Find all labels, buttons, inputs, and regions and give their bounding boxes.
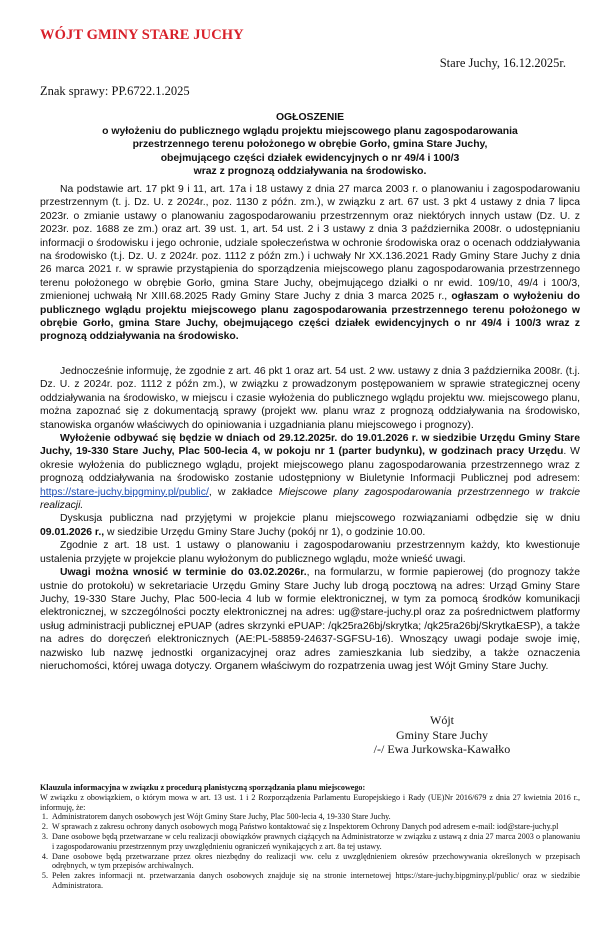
clause-item: 3. Dane osobowe będą przetwarzane w celu realizacji obowiązków prawnych ciążących na Administratorze w związku z ustawą z dnia 27 marca 2003 o planowaniu i zagospodarowaniu przestrzennym przy uwzględnieniu ograniczeń wynikających z art. 8a tej ustawy. <box>50 832 580 852</box>
case-reference: Znak sprawy: PP.6722.1.2025 <box>40 84 190 98</box>
title-heading: OGŁOSZENIE <box>275 112 345 123</box>
signature-title: Wójt <box>430 713 454 727</box>
paragraph-environment-info: Jednocześnie informuję, że zgodnie z art. 46 pkt 1 oraz art. 54 ust. 2 ww. ustawy z dnia 3 października 2008r. (t.j. Dz. U. z 2024r. poz. 1112 z późn zm.), w związku z prowadzonym postępowaniem w sprawie strategicznej oceny oddziaływania na środowisko, w miejscu i czasie wyłożenia do publicznego wglądu projektu ww. miejscowego planu, można zapoznać się z dokumentacją sprawy (projekt ww. planu wraz z prognozą oddziaływania na środowisko, stanowiska organów właściwych do opiniowania i uzgadniania planu miejscowego i prognozy). <box>40 366 580 431</box>
gdpr-clause <box>40 783 580 891</box>
title-line: o wyłożeniu do publicznego wglądu projektu miejscowego planu zagospodarowania <box>102 125 518 137</box>
discussion-location: w siedzibie Urzędu Gminy Stare Juchy (pokój nr 1), o godzinie 10.00. <box>104 526 426 538</box>
bip-link[interactable]: https://stare-juchy.bipgminy.pl/public/ <box>40 486 209 498</box>
announcement-title <box>40 111 580 179</box>
comments-instructions: , na formularzu, w formie papierowej (do prognozy także ustnie do protokołu) w sekretariacie Urzędu Gminy Stare Juchy lub drogą pocztową na adres: Urząd Gminy Stare Juchy, 19-330 Stare Juchy, Plac 500-lecia 4 lub w formie elektronicznej, w tym za pomocą środków komunikacji elektronicznej, w szczególności poczty elektronicznej na adres: ug@stare-juchy.pl oraz za pośrednictwem platformy usług administracji publicznej ePUAP (adres skrzynki ePUAP: /qk25ra26bj/skrytka; /qk25ra26bj/SkrytkaESP), a także na adres do doręczeń elektronicznych (AE:PL-58859-24637-SGFSU-16). Wnoszący uwagi podaje swoje imię, nazwisko lub nazwę jednostki organizacyjnej oraz adres zamieszkania lub siedziby, a także oznaczenia nieruchomości, której uwaga dotyczy. Organem właściwym do rozpatrzenia uwag jest Wójt Gminy Stare Juchy. <box>40 567 581 672</box>
comments-deadline: Uwagi można wnosić w terminie do 03.02.2026r. <box>60 567 307 579</box>
clause-item: 2. W sprawach z zakresu ochrony danych osobowych mogą Państwo kontaktować się z Inspektorem Ochrony Danych pod adresem e-mail: iod@stare-juchy.pl <box>50 822 580 832</box>
announcement-statement: ogłaszam o wyłożeniu do publicznego wglądu projektu miejscowego planu zagospodarowania przestrzennego terenu położonego w obrębie Gorło, gmina Stare Juchy, obejmującego części działek ewidencyjnych o nr 49/4 i 100/3 wraz z prognozą oddziaływania na środowisko. <box>40 291 580 343</box>
paragraph-exhibition <box>40 432 580 512</box>
paragraph-public-discussion <box>40 512 580 539</box>
paragraph-comments-deadline <box>40 566 580 673</box>
discussion-text: Dyskusja publiczna nad przyjętymi w projekcie planu miejscowego rozwiązaniami odbędzie się w dniu <box>60 513 580 525</box>
title-line: wraz z prognozą oddziaływania na środowisko. <box>193 166 427 178</box>
signature-office: Gminy Stare Juchy <box>396 727 488 742</box>
signature-name: /-/ Ewa Jurkowska-Kawałko <box>373 742 511 756</box>
paragraph-legal-basis <box>40 183 580 344</box>
organization-header: WÓJT GMINY STARE JUCHY <box>40 27 244 43</box>
exhibition-text-tab: , w zakładce <box>208 486 279 498</box>
clause-intro: W związku z obowiązkiem, o którym mowa w art. 13 ust. 1 i 2 Rozporządzenia Parlamentu Europejskiego i Rady (UE)Nr 2016/679 z dnia 27 kwietnia 2016 r., informuję, że: <box>40 792 580 812</box>
exhibition-dates: Wyłożenie odbywać się będzie w dniach od 29.12.2025r. do 19.01.2026 r. w siedzibie Urzędu Gminy Stare Juchy, 19-330 Stare Juchy, Plac 500-lecia 4, w pokoju nr 1 (parter budynku), w godzinach pracy Urzędu <box>40 433 580 458</box>
clause-item: 4. Dane osobowe będą przetwarzane przez okres niezbędny do realizacji ww. celu z uwzględnieniem okresów przechowywania określonych w przepisach odrębnych, w tym przepisów archiwalnych. <box>50 852 580 872</box>
clause-list <box>40 812 580 890</box>
exhibition-text: . W okresie wyłożenia do publicznego wglądu, projekt miejscowego planu zagospodarowania przestrzennego wraz z prognozą oddziaływania na środowisko zostanie udostępniony w Biuletynie Informacji Publicznej pod adresem: <box>40 446 580 485</box>
legal-basis-text: Na podstawie art. 17 pkt 9 i 11, art. 17a i 18 ustawy z dnia 27 marca 2003 r. o planowaniu i zagospodarowaniu przestrzennym (t. j. Dz. U. z 2024r., poz. 1130 z późn. zm.), w związku z art. 67 ust. 3 pkt 4 ustawy z dnia 7 lipca 2023r. o zmianie ustawy o planowaniu zagospodarowaniu przestrzennym oraz niektórych innych ustaw (Dz. U. z 2023r. poz. 1688 ze zm.) oraz art. 39 ust. 1, art. 54 ust. 2 i 3 ustawy z dnia 3 października 2008r. o udostępnianiu informacji o środowisku i jego ochronie, udziale społeczeństwa w ochronie środowiska oraz o ocenach oddziaływania na środowisko (t.j. Dz. U. z 2024r. poz. 1112 z późn zm.) i uchwały Nr XX.136.2021 Rady Gminy Stare Juchy z dnia 26 marca 2021 r. w sprawie przystąpienia do sporządzenia miejscowego planu zagospodarowania przestrzennego terenu położonego w obrębie Gorło, gmina Stare Juchy, obejmującego działki o nr ewid. 109/10, 49/4 i 100/3, zmienionej uchwałą Nr XIII.68.2025 Rady Gminy Stare Juchy z dnia 3 marca 2025 r., <box>40 184 580 303</box>
clause-item: 5. Pełen zakres informacji nt. przetwarzania danych osobowych znajduje się na stronie internetowej https://stare-juchy.bipgminy.pl/public/ oraz w siedzibie Administratora. <box>50 871 580 891</box>
title-line: przestrzennego terenu położonego w obrębie Gorło, gmina Stare Juchy, <box>132 139 488 151</box>
clause-item: 1. Administratorem danych osobowych jest Wójt Gminy Stare Juchy, Plac 500-lecia 4, 19-330 Stare Juchy. <box>50 812 580 822</box>
clause-heading: Klauzula informacyjna w związku z procedurą planistyczną sporządzania planu miejscowego: <box>40 783 366 792</box>
signature-block <box>352 713 532 757</box>
paragraph-block-main <box>40 365 580 673</box>
discussion-date: 09.01.2026 r., <box>40 526 105 538</box>
title-line: obejmującego części działek ewidencyjnych o nr 49/4 i 100/3 <box>160 152 460 164</box>
bip-tab-name: Miejscowe plany zagospodarowania przestrzennego w trakcie realizacji. <box>40 486 580 512</box>
document-date: Stare Juchy, 16.12.2025r. <box>439 56 566 70</box>
paragraph-objections-right: Zgodnie z art. 18 ust. 1 ustawy o planowaniu i zagospodarowaniu przestrzennym każdy, kto kwestionuje ustalenia przyjęte w projekcie planu wyłożonym do publicznego wglądu, może wnieść uwagi. <box>40 540 580 565</box>
